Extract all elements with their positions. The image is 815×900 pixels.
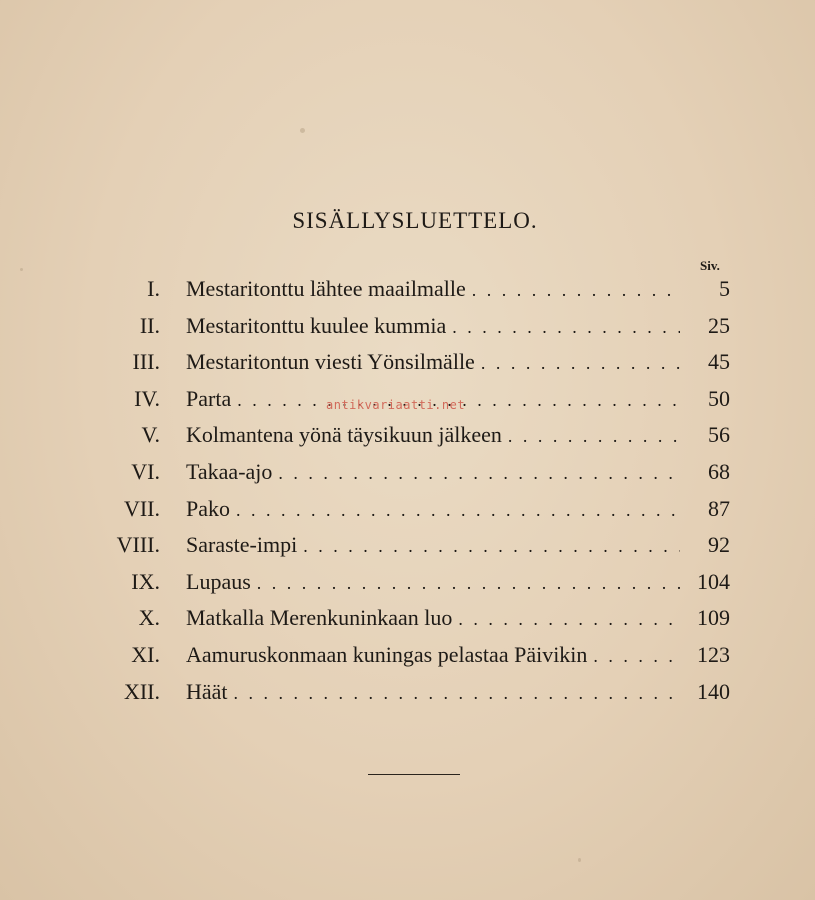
chapter-entry — [186, 569, 680, 595]
dot-leader — [481, 353, 680, 374]
toc-row — [0, 679, 815, 709]
dot-leader — [472, 280, 680, 301]
paper-speck — [300, 128, 305, 133]
page-number: 104 — [697, 568, 730, 594]
chapter-title: Lupaus — [186, 568, 251, 594]
toc-row — [0, 496, 815, 526]
chapter-number: I. — [147, 276, 160, 301]
page-number: 5 — [719, 276, 730, 301]
chapter-title: Parta — [186, 385, 232, 411]
chapter-title: Takaa-ajo — [186, 459, 273, 484]
toc-row — [0, 276, 815, 306]
chapter-entry — [186, 313, 680, 339]
dot-leader — [257, 573, 680, 594]
chapter-number: V. — [141, 422, 160, 448]
chapter-entry — [186, 422, 680, 448]
paper-speck — [20, 268, 23, 271]
chapter-title: Mestaritontun viesti Yönsilmälle — [186, 349, 475, 375]
page-number: 56 — [708, 422, 730, 448]
dot-leader — [593, 646, 680, 667]
chapter-title: Pako — [186, 495, 230, 521]
page-column-label: Siv. — [700, 258, 720, 273]
page-number: 25 — [708, 312, 730, 338]
toc-row — [0, 349, 815, 379]
dot-leader — [236, 500, 680, 521]
chapter-title: Aamuruskonmaan kuningas pelastaa Päivikin — [186, 642, 588, 667]
chapter-entry — [186, 276, 680, 302]
watermark: antikvariaatti.net — [326, 398, 466, 412]
chapter-number: VII. — [123, 495, 160, 521]
chapter-title: Matkalla Merenkuninkaan luo — [186, 605, 453, 631]
page-number: 140 — [697, 678, 730, 704]
paper-speck — [578, 858, 581, 862]
toc-row — [0, 313, 815, 343]
dot-leader — [278, 463, 680, 484]
page-number: 123 — [697, 642, 730, 667]
dot-leader — [508, 426, 680, 447]
chapter-title: Kolmantena yönä täysikuun jälkeen — [186, 422, 502, 448]
chapter-entry — [186, 349, 680, 375]
chapter-number: X. — [138, 605, 160, 631]
chapter-entry — [186, 642, 680, 668]
chapter-number: III. — [132, 349, 160, 375]
closing-rule — [368, 774, 460, 775]
chapter-number: IV. — [134, 385, 160, 411]
page-title: SISÄLLYSLUETTELO. — [292, 208, 538, 233]
dot-leader — [458, 609, 680, 630]
page-number: 45 — [708, 349, 730, 375]
chapter-title: Mestaritonttu lähtee maailmalle — [186, 276, 466, 301]
chapter-number: XI. — [131, 642, 160, 667]
dot-leader — [303, 536, 680, 557]
chapter-entry — [186, 679, 680, 705]
toc-row — [0, 532, 815, 562]
page-number: 109 — [697, 605, 730, 631]
page-number: 92 — [708, 532, 730, 558]
dot-leader — [234, 683, 680, 704]
toc-row — [0, 459, 815, 489]
chapter-number: VIII. — [116, 532, 160, 558]
chapter-entry — [186, 532, 680, 558]
chapter-number: IX. — [131, 568, 160, 594]
toc-row — [0, 569, 815, 599]
chapter-entry — [186, 496, 680, 522]
page-number: 68 — [708, 459, 730, 484]
toc-row — [0, 642, 815, 672]
toc-row — [0, 422, 815, 452]
page-number: 50 — [708, 385, 730, 411]
chapter-title: Mestaritonttu kuulee kummia — [186, 312, 447, 338]
page-number: 87 — [708, 495, 730, 521]
chapter-entry — [186, 459, 680, 485]
chapter-title: Häät — [186, 678, 228, 704]
chapter-number: II. — [139, 312, 160, 338]
chapter-title: Saraste-impi — [186, 532, 298, 558]
chapter-number: VI. — [131, 459, 160, 484]
chapter-entry — [186, 605, 680, 631]
chapter-number: XII. — [123, 678, 160, 704]
toc-row — [0, 605, 815, 635]
dot-leader — [452, 317, 680, 338]
